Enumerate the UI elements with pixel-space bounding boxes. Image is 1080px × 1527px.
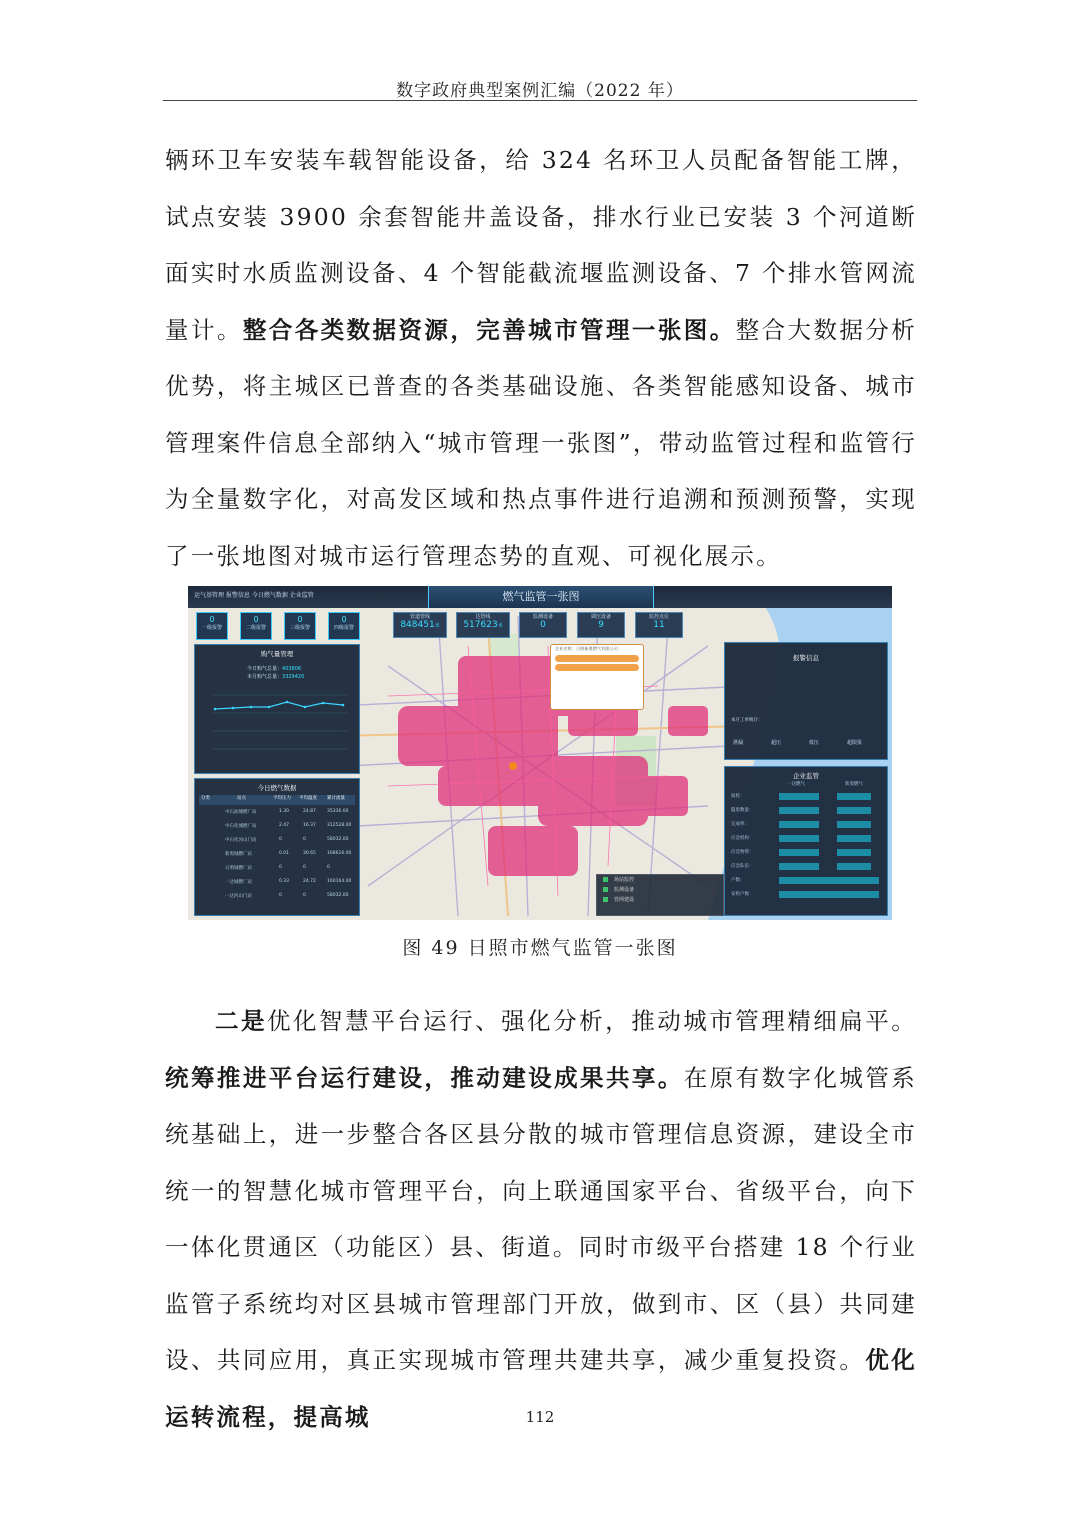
paragraph-1 bbox=[165, 132, 917, 584]
enterprise-title: 企业监管 bbox=[793, 772, 819, 780]
paragraph-2-text-a: 优化智慧平台运行、强化分析，推动城市管理精细扁平。 bbox=[267, 1007, 918, 1035]
kpi-regulator-devices[interactable]: 调压设备 9 bbox=[577, 612, 625, 638]
map-legend bbox=[596, 874, 724, 916]
purchase-month: 本月购气总量：3329420 bbox=[247, 674, 305, 680]
purchase-line-chart bbox=[203, 685, 351, 765]
figure-caption: 图 49 日照市燃气监管一张图 bbox=[402, 937, 678, 959]
today-gas-header: 分类 站点 平均压力 平均温度 累计流量 bbox=[199, 795, 355, 805]
purchase-today: 今日购气总量：403806 bbox=[247, 666, 302, 672]
today-gas-panel bbox=[194, 778, 360, 916]
table-row: 中石化城燃厂站 2.47 16.37 312528.00 bbox=[225, 823, 352, 829]
kpi-monitor-points[interactable]: 监控点位 11 bbox=[635, 612, 683, 638]
alarm-info-title: 报警信息 bbox=[793, 654, 819, 662]
list-item: 隐患数量： bbox=[729, 807, 883, 817]
paragraph-1-text-b: 整合大数据分析优势，将主城区已普查的各类基础设施、各类智能感知设备、城市管理案件信息全部纳入“城市管理一张图”，带动监管过程和监管行为全量数字化，对高发区域和热点事件进行追溯和预测预警，实现了一张地图对城市运行管理态势的直观、可视化展示。 bbox=[165, 315, 917, 570]
list-item: 户数： bbox=[729, 877, 883, 887]
list-item: 完成率： bbox=[729, 821, 883, 831]
running-header: 数字政府典型案例汇编（2022 年） bbox=[396, 81, 684, 101]
overpressure-badge[interactable]: 超压 bbox=[771, 740, 782, 746]
paragraph-1-bold-heading: 整合各类数据资源，完善城市管理一张图。 bbox=[242, 315, 736, 344]
popup-action-1[interactable] bbox=[555, 655, 639, 662]
alarm-stat-3[interactable]: 0 三级报警 bbox=[284, 612, 316, 640]
purchase-panel bbox=[194, 644, 360, 774]
table-row: 中石油城燃厂站 1.30 24.87 35336.00 bbox=[225, 809, 349, 815]
purchase-panel-title: 购气量管理 bbox=[260, 650, 294, 658]
enterprise-cols: 一达燃气 新奥燃气 bbox=[787, 782, 863, 787]
popup-title: 企业名称：日照新奥燃气有限公司 bbox=[555, 646, 618, 651]
overlimit-badge[interactable]: 超限报 bbox=[847, 740, 863, 746]
list-item: 应急机构： bbox=[729, 835, 883, 845]
map-popup[interactable] bbox=[550, 644, 644, 710]
alarm-stat-1[interactable]: 0 一级报警 bbox=[196, 612, 228, 640]
legend-item[interactable]: 监测设备 bbox=[597, 885, 723, 895]
kpi-reach-pipeline[interactable]: 达管线 517623米 bbox=[456, 612, 510, 638]
paragraph-2-bold-b: 统筹推进平台运行建设，推动建设成果共享。 bbox=[165, 1063, 684, 1092]
figure-gas-dashboard bbox=[188, 586, 892, 920]
paragraph-2-bold-c: 优化运转流程，提高城 bbox=[165, 1346, 917, 1431]
paragraph-2 bbox=[165, 993, 917, 1445]
list-item: 应急队伍： bbox=[729, 863, 883, 873]
alarm-stat-4[interactable]: 0 四级报警 bbox=[328, 612, 360, 640]
legend-item[interactable]: 场站监控 bbox=[597, 875, 723, 885]
table-row: 日照城燃厂站 0 0 0 bbox=[225, 865, 330, 871]
page-number: 112 bbox=[525, 1408, 555, 1426]
alarm-summary: 本月工单统计： bbox=[731, 718, 763, 723]
kpi-monitor-devices[interactable]: 监测设备 0 bbox=[519, 612, 567, 638]
leak-badge[interactable]: 泄漏 bbox=[733, 740, 744, 746]
table-row: 一达城燃厂站 0.33 24.72 160164.00 bbox=[225, 879, 352, 885]
alarm-info-panel bbox=[724, 642, 888, 760]
paragraph-1-text-a: 辆环卫车安装车载智能设备，给 324 名环卫人员配备智能工牌，试点安装 3900 余套智能井盖设备，排水行业已安装 3 个河道断面实时水质监测设备、4 个智能截流堰监测设备、7 个排水管网流量计。 bbox=[165, 146, 917, 344]
dashboard-nav[interactable]: 运气基管理 报警信息 今日燃气数据 企业监管 bbox=[194, 592, 314, 599]
table-row: 一达河山门站 0 0 58032.00 bbox=[225, 893, 349, 899]
kpi-pipeline[interactable]: 管道管线 848451米 bbox=[393, 612, 447, 638]
list-item: 安检户数： bbox=[729, 891, 883, 901]
alarm-stat-2[interactable]: 0 二级报警 bbox=[240, 612, 272, 640]
list-item: 应急物资： bbox=[729, 849, 883, 859]
enterprise-panel bbox=[724, 766, 888, 916]
legend-item[interactable]: 管网建设 bbox=[597, 895, 723, 905]
lowpressure-badge[interactable]: 低压 bbox=[809, 740, 820, 746]
paragraph-2-text-b: 在原有数字化城管系统基础上，进一步整合各区县分散的城市管理信息资源，建设全市统一的智慧化城市管理平台，向上联通国家平台、省级平台，向下一体化贯通区（功能区）县、街道。同时市级平台搭建 18 个行业监管子系统均对区县城市管理部门开放，做到市、区（县）共同建设、共同应用，真正实现城市管理共建共享，减少重复投资。 bbox=[165, 1063, 917, 1374]
popup-action-2[interactable] bbox=[555, 664, 639, 671]
header-rule bbox=[163, 100, 917, 101]
table-row: 新奥城燃厂站 0.01 30.65 168616.00 bbox=[225, 851, 352, 857]
paragraph-2-lead: 二是 bbox=[215, 1007, 268, 1035]
table-row: 中石化河山门站 0 0 58032.00 bbox=[225, 837, 349, 843]
dashboard-title: 燃气监管一张图 bbox=[428, 586, 654, 608]
today-gas-title: 今日燃气数据 bbox=[257, 784, 297, 792]
list-item: 质检： bbox=[729, 793, 883, 803]
